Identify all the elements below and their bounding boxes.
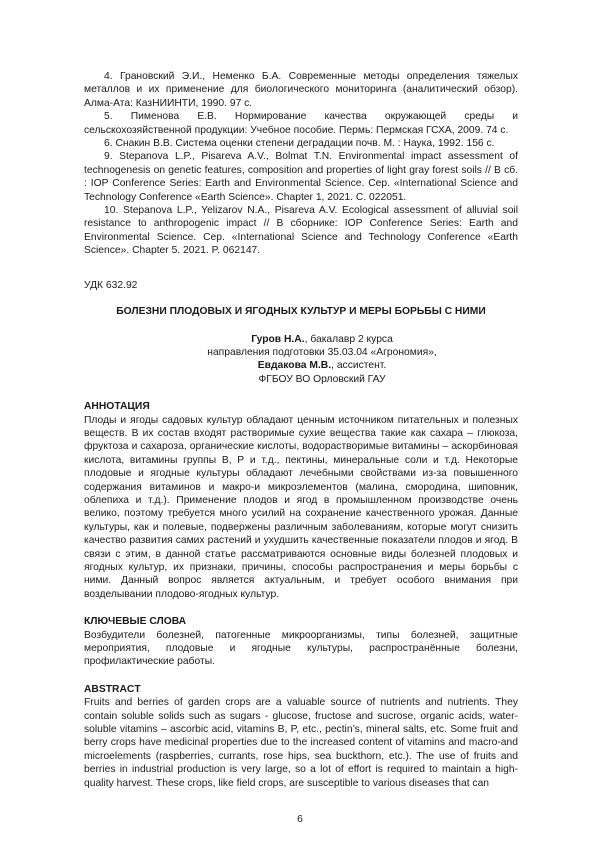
author-name: Евдакова М.В. bbox=[257, 360, 332, 372]
abstract-heading: ABSTRACT bbox=[84, 683, 141, 695]
author-program: направления подготовки 35.03.04 «Агрономия», bbox=[207, 346, 437, 358]
keywords-text: Возбудители болезней, патогенные микроорганизмы, типы болезней, защитные мероприятия, плодовые и ягодные культуры, распространённые болезни, профилактические работы. bbox=[84, 629, 518, 668]
document-page bbox=[84, 70, 518, 790]
reference-list bbox=[84, 70, 518, 258]
author-block bbox=[84, 333, 518, 387]
reference-item: 9. Stepanova L.P., Pisareva A.V., Bolmat T.N. Environmental impact assessment of technogenesis on genetic features, composition and properties of light gray forest soils // В сб. : IOP Conference Series: Earth and Environmental Science. Сер. «International Science and Technology Conference «Earth Science». Chapter 1, 2021. С. 022051. bbox=[84, 151, 518, 203]
keywords-heading: КЛЮЧЕВЫЕ СЛОВА bbox=[84, 616, 187, 628]
page-number: 6 bbox=[297, 814, 303, 825]
affiliation: ФГБОУ ВО Орловский ГАУ bbox=[258, 373, 386, 385]
author-line-1 bbox=[126, 333, 518, 346]
author-line-2 bbox=[126, 359, 518, 372]
abstract-text: Fruits and berries of garden crops are a valuable source of nutrients and nutrients. They contain soluble solids such as sugars - glucose, fructose and sucrose, organic acids, water-soluble vitamins – ascorbic acid, vitamins B, P, etc., pectin’s, mineral salts, etc. Some fruit and berry crops have medicinal properties due to the increased content of vitamins and macro-and microelements (raspberries, currants, rose hips, sea buckthorn, etc.). The use of fruits and berries in industrial production is very large, so a lot of effort is required to maintain a high-quality harvest. These crops, like field crops, are susceptible to various diseases that can bbox=[84, 697, 518, 789]
annotation-heading: АННОТАЦИЯ bbox=[84, 401, 150, 413]
reference-item: 5. Пименова Е.В. Нормирование качества окружающей среды и сельскохозяйственной продукции: Учебное пособие. Пермь: Пермская ГСХА, 2009. 74 с. bbox=[84, 111, 518, 136]
reference-item: 4. Грановский Э.И., Неменко Б.А. Современные методы определения тяжелых металлов и их применение для биологического мониторинга (аналитический обзор). Алма-Ата: КазНИИНТИ, 1990. 97 с. bbox=[84, 71, 518, 109]
reference-item: 10. Stepanova L.P., Yelizarov N.A., Pisareva A.V. Ecological assessment of alluvial soil resistance to anthropogenic impact // В сборнике: IOP Conference Series: Earth and Environmental Science. Сер. «International Science and Technology Conference «Earth Science». Chapter 5. 2021. P. 062147. bbox=[84, 205, 518, 257]
author-name: Гуров Н.А. bbox=[251, 333, 305, 345]
article-title: БОЛЕЗНИ ПЛОДОВЫХ И ЯГОДНЫХ КУЛЬТУР И МЕРЫ БОРЬБЫ С НИМИ bbox=[116, 306, 486, 318]
reference-item: 6. Снакин В.В. Система оценки степени деградации почв. М. : Наука, 1992. 156 с. bbox=[104, 138, 495, 150]
author-role: , ассистент. bbox=[331, 360, 387, 372]
udk-code: УДК 632.92 bbox=[84, 279, 138, 291]
annotation-text: Плоды и ягоды садовых культур обладают ценным источником питательных и полезных веществ. В их состав входят растворимые сухие вещества такие как сахара – глюкоза, фруктоза и сахароза, органические кислоты, водорастворимые витамины – аскорбиновая кислота, витамины группы В, Р и т.д., пектины, минеральные соли и т.д. Некоторые плодовые и ягодные культуры обладают лечебными свойствами из-за повышенного содержания витаминов и макро-и микроэлементов (малина, смородина, шиповник, облепиха и т.д.). Применение плодов и ягод в промышленном производстве очень велико, поэтому требуется много усилий на сохранение качественного урожая. Данные культуры, как и полевые, подвержены различным заболеваниям, которые могут снизить качество развития самих растений и ухудшить качественные показатели плодов и ягод. В связи с этим, в данной статье рассматриваются основные виды болезней плодовых и ягодных культур, их признаки, причины, способы распространения и меры борьбы с ними. Данный вопрос является актуальным, и требует особого внимания при возделывании плодово-ягодных культур. bbox=[84, 414, 518, 600]
author-role: , бакалавр 2 курса bbox=[304, 333, 393, 345]
